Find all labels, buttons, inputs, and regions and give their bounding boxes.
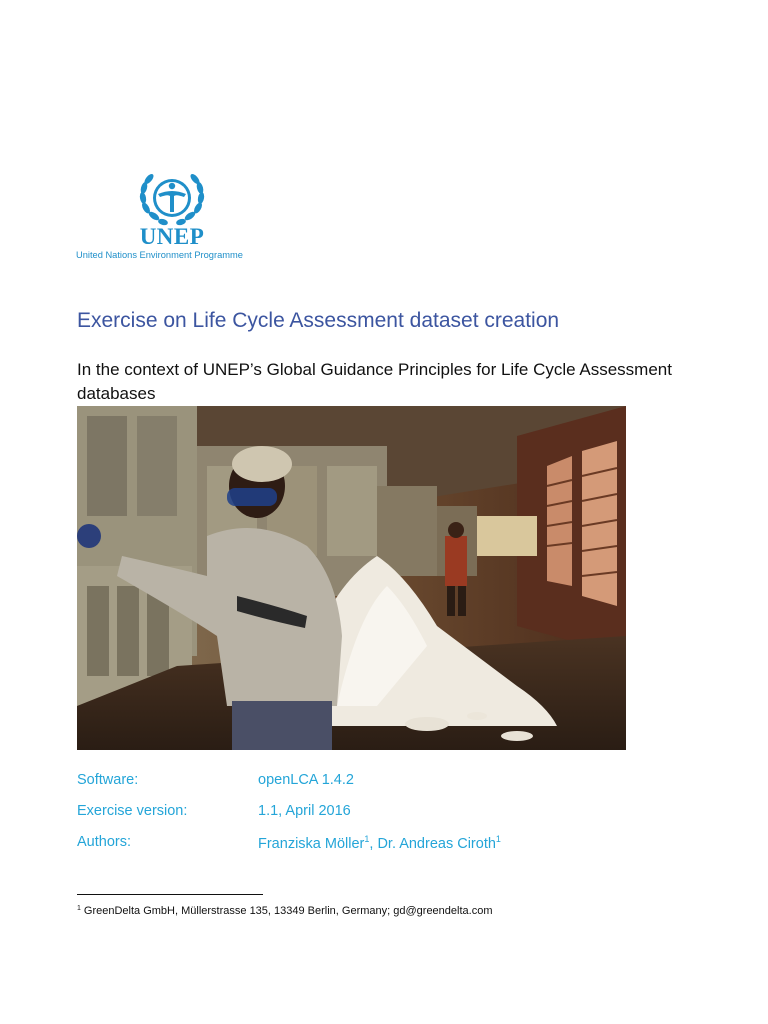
footnote — [77, 905, 493, 917]
unep-logo — [76, 168, 276, 264]
cotton-ginning-factory-photo — [77, 406, 626, 750]
unep-fullname: United Nations Environment Programme — [76, 250, 243, 260]
software-label: Software: — [77, 772, 139, 788]
author-2-name: Dr. Andreas Ciroth — [377, 836, 496, 852]
meta-row-software — [77, 772, 637, 794]
meta-row-authors — [77, 834, 637, 856]
authors-label: Authors: — [77, 834, 131, 850]
software-value: openLCA 1.4.2 — [258, 772, 354, 788]
footnote-rule — [77, 894, 263, 895]
author-1-name: Franziska Möller — [258, 836, 365, 852]
photo-illustration — [77, 406, 626, 750]
author-2-footnote-mark: 1 — [495, 834, 501, 844]
version-label: Exercise version: — [77, 803, 188, 819]
meta-row-version — [77, 803, 637, 825]
author-1-footnote-mark: 1 — [364, 834, 370, 844]
footnote-text: GreenDelta GmbH, Müllerstrasse 135, 13349 Berlin, Germany; gd@greendelta.com — [83, 905, 493, 917]
document-subtitle: In the context of UNEP’s Global Guidance Principles for Life Cycle Assessment databases — [77, 360, 672, 403]
author-separator: , — [369, 836, 378, 852]
authors-value — [258, 834, 501, 852]
unep-emblem-icon — [136, 168, 208, 230]
document-title: Exercise on Life Cycle Assessment dataset creation — [77, 309, 560, 332]
footnote-mark: 1 — [77, 905, 81, 912]
version-value: 1.1, April 2016 — [258, 803, 351, 819]
unep-wordmark: UNEP — [139, 224, 205, 249]
